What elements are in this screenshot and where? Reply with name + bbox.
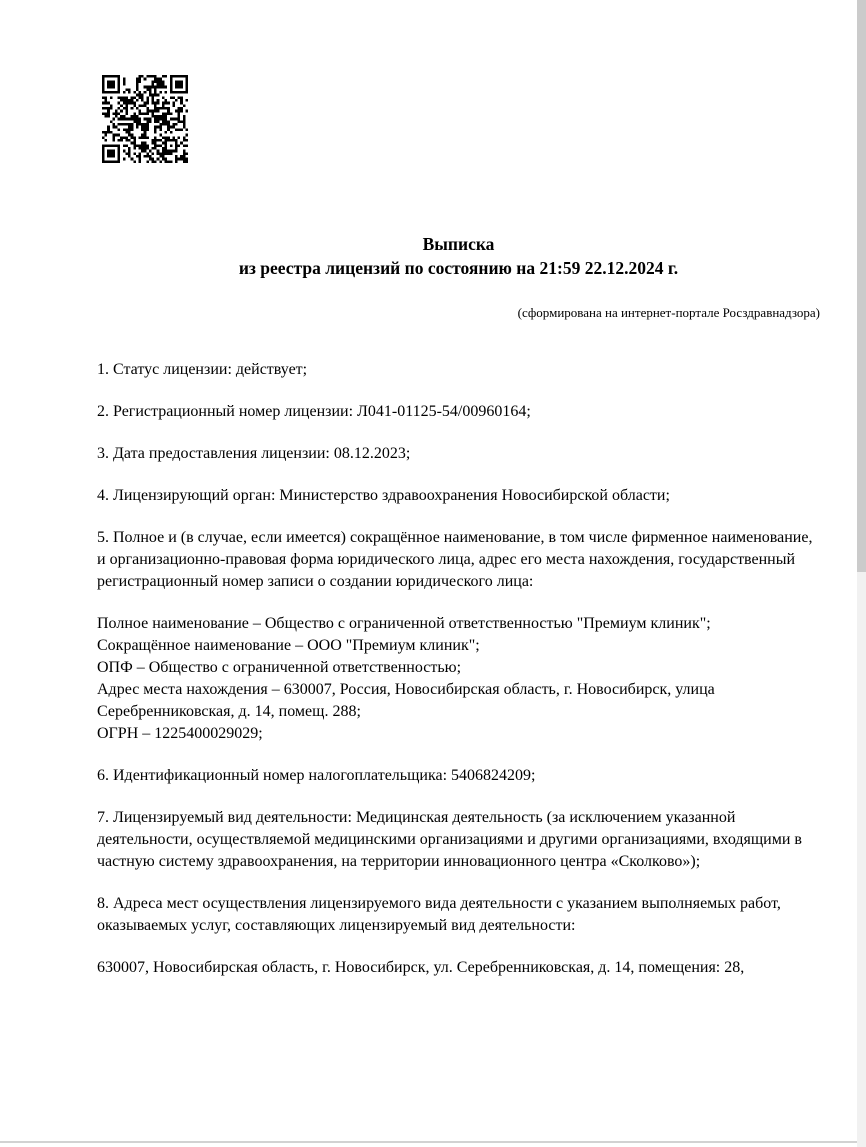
grant-date: 3. Дата предоставления лицензии: 08.12.2023; <box>97 445 411 462</box>
title-line-1: Выписка <box>422 234 495 254</box>
org-full-name: Полное наименование – Общество с ограниченной ответственностью "Премиум клиник"; <box>97 615 711 632</box>
licensed-activity: 7. Лицензируемый вид деятельности: Медицинская деятельность (за исключением указанной деятельности, осуществляемой медицинскими организациями и другими организациями, входящими в частную систему здравоохранения, на территории инновационного центра «Сколково»); <box>97 809 802 870</box>
document-content <box>97 0 820 999</box>
licensing-authority: 4. Лицензирующий орган: Министерство здравоохранения Новосибирской области; <box>97 487 670 504</box>
title-line-2: из реестра лицензий по состоянию на 21:59 22.12.2024 г. <box>238 258 679 278</box>
org-ogrn: ОГРН – 1225400029029; <box>97 725 263 742</box>
document-title <box>97 232 820 280</box>
addresses-heading: 8. Адреса мест осуществления лицензируемого вида деятельности с указанием выполняемых работ, оказываемых услуг, составляющих лицензируемый вид деятельности: <box>97 895 781 934</box>
org-legal-form: ОПФ – Общество с ограниченной ответственностью; <box>97 659 462 676</box>
document-body <box>97 359 820 979</box>
org-address: Адрес места нахождения – 630007, Россия, Новосибирская область, г. Новосибирск, улица Серебренниковская, д. 14, помещ. 288; <box>97 681 715 720</box>
page-bottom-edge <box>0 1141 857 1143</box>
document-subtitle: (сформирована на интернет-портале Росздравнадзора) <box>517 305 820 320</box>
organization-details <box>97 613 820 745</box>
org-short-name: Сокращённое наименование – ООО "Премиум клиник"; <box>97 637 480 654</box>
activity-address: 630007, Новосибирская область, г. Новосибирск, ул. Серебренниковская, д. 14, помещения: 28, <box>97 959 745 976</box>
taxpayer-inn: 6. Идентификационный номер налогоплательщика: 5406824209; <box>97 767 536 784</box>
scrollbar-thumb[interactable] <box>857 0 866 572</box>
license-status: 1. Статус лицензии: действует; <box>97 361 308 378</box>
registration-number: 2. Регистрационный номер лицензии: Л041-01125-54/00960164; <box>97 403 531 420</box>
clause-5-heading: 5. Полное и (в случае, если имеется) сокращённое наименование, в том числе фирменное наименование, и организационно-правовая форма юридического лица, адрес его места нахождения, государственный регистрационный номер записи о создании юридического лица: <box>97 529 813 590</box>
vertical-scrollbar[interactable] <box>857 0 866 1147</box>
